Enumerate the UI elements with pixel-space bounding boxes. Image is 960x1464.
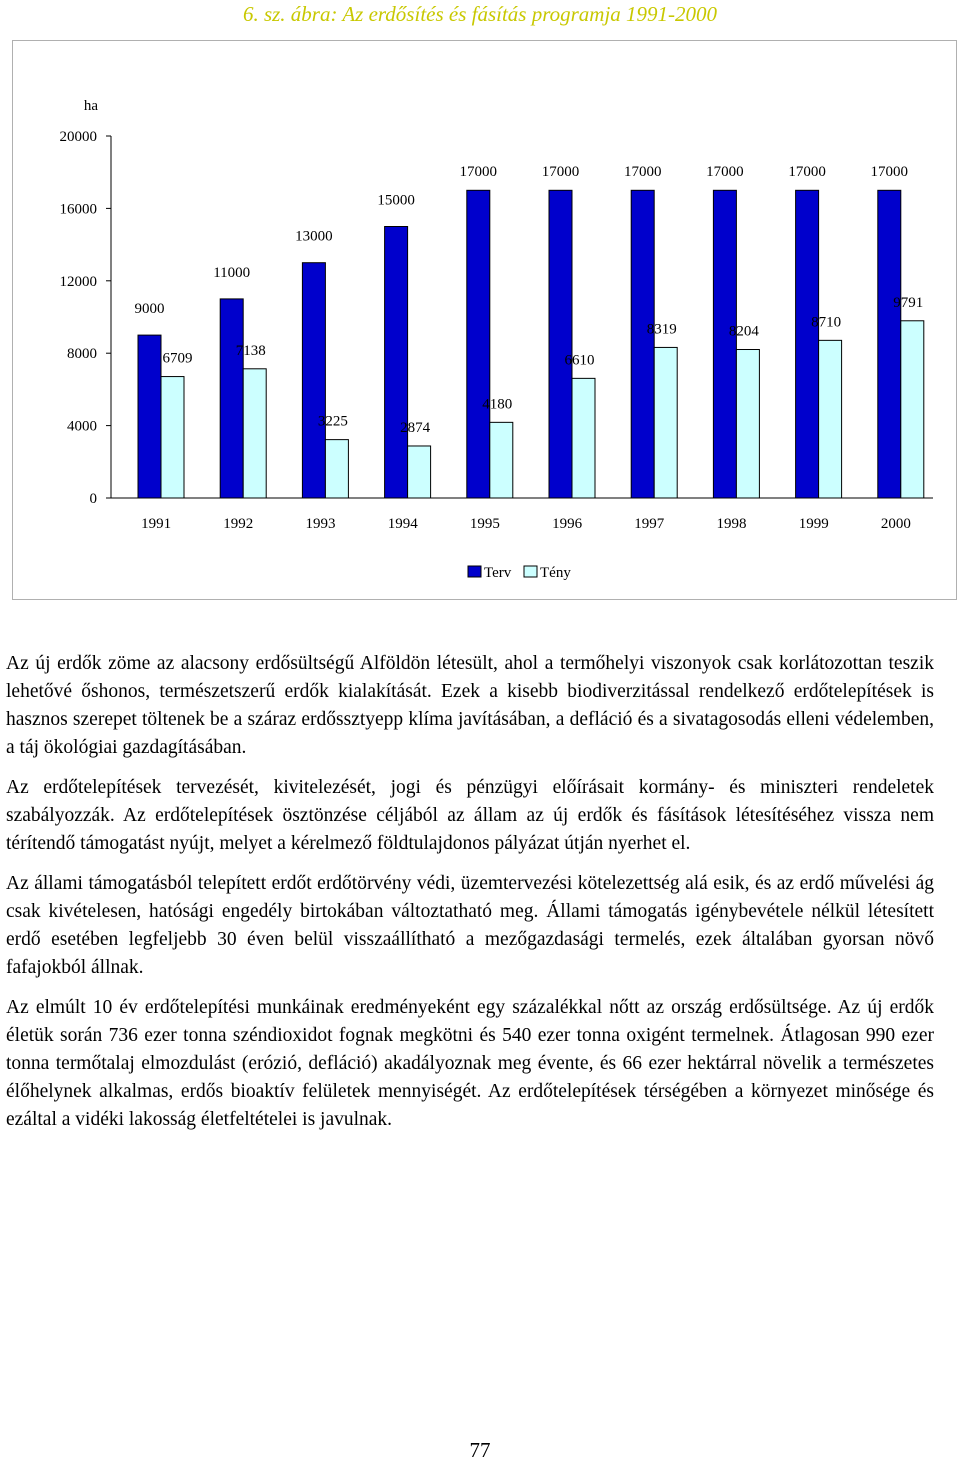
legend-label-terv: Terv (484, 565, 512, 581)
bar-terv (878, 190, 901, 498)
data-label-teny: 8319 (646, 321, 677, 338)
x-tick-label: 1994 (387, 516, 418, 532)
data-label-terv: 11000 (213, 264, 251, 281)
x-tick-label: 2000 (880, 516, 911, 532)
y-tick-label: 20000 (59, 129, 97, 145)
data-label-terv: 13000 (295, 228, 333, 245)
bar-teny (572, 378, 595, 498)
x-tick-label: 1992 (223, 516, 254, 532)
bar-teny (736, 350, 759, 498)
bar-terv (713, 190, 736, 498)
bar-terv (385, 227, 408, 499)
data-label-terv: 17000 (870, 164, 909, 180)
y-tick-label: 16000 (59, 201, 97, 218)
data-label-teny: 2874 (400, 419, 431, 436)
bar-teny (408, 446, 431, 498)
figure-number: 6. sz. (242, 2, 286, 26)
bar-teny (654, 347, 677, 498)
bar-teny (161, 377, 184, 498)
chart-frame (12, 40, 957, 600)
figure-word: ábra: (290, 2, 338, 26)
bar-teny (819, 340, 842, 498)
bar-chart (13, 41, 958, 601)
bar-terv (549, 190, 572, 498)
x-tick-label: 1993 (305, 516, 336, 532)
x-tick-label: 1996 (552, 516, 583, 532)
body-text (6, 650, 934, 1146)
bar-terv (467, 190, 490, 498)
bar-teny (901, 321, 924, 498)
data-label-teny: 7138 (235, 342, 266, 359)
data-label-teny: 9791 (893, 294, 924, 311)
data-label-terv: 17000 (541, 164, 580, 180)
legend-label-teny: Tény (540, 565, 571, 581)
x-tick-label: 1997 (634, 516, 665, 532)
x-tick-label: 1995 (469, 516, 500, 532)
bar-terv (302, 263, 325, 498)
paragraph-4: Az elmúlt 10 év erdőtelepítési munkáinak eredményeként egy százalékkal nőtt az ország erdősültsége. Az új erdők életük során 736 ezer tonna széndioxidot fognak megkötni és 540 ezer tonna oxigént termelnek. Átlagosan 990 ezer tonna termőtalaj elmozdulást (erózió, defláció) akadályoznak meg évente, és 66 ezer hektárral növelik a természetes élőhelynek alkalmas, erdős bioaktív felületek mennyiségét. Az erdőtelepítések térségében a környezet minősége és ezáltal a vidéki lakosság életfeltételei is javulnak. (6, 997, 934, 1130)
y-tick-label: 12000 (59, 273, 97, 290)
data-label-terv: 17000 (459, 164, 498, 180)
legend-swatch-terv (468, 566, 481, 577)
data-label-terv: 17000 (623, 164, 662, 180)
data-label-terv: 9000 (134, 301, 165, 318)
data-label-teny: 4180 (482, 396, 513, 413)
data-label-teny: 8204 (728, 323, 759, 340)
data-label-terv: 15000 (377, 192, 415, 209)
y-tick-label: 0 (89, 491, 97, 507)
x-tick-label: 1991 (141, 516, 172, 532)
bar-terv (220, 299, 243, 498)
figure-caption (0, 2, 960, 27)
y-tick-label: 8000 (67, 346, 97, 363)
bar-teny (243, 369, 266, 498)
page-number: 77 (469, 1438, 491, 1462)
x-tick-label: 1998 (716, 516, 747, 532)
x-tick-label: 1999 (798, 516, 829, 532)
paragraph-3: Az állami támogatásból telepített erdőt erdőtörvény védi, üzemtervezési kötelezettség alá esik, és az erdő művelési ág csak kivételesen, hatósági engedély birtokában változtatható meg. Állami támogatás igénybevétele nélkül létesített erdő esetében legfeljebb 30 éven belül visszaállítható a mezőgazdasági termelés, ezek általában gyorsan növő fafajokból állnak. (6, 873, 934, 978)
figure-title: Az erdősítés és fásítás programja 1991-2000 (342, 2, 718, 26)
bar-terv (631, 190, 654, 498)
y-axis-label: ha (83, 98, 99, 114)
bar-teny (490, 422, 513, 498)
data-label-teny: 6610 (564, 352, 595, 369)
bar-terv (138, 335, 161, 498)
paragraph-2: Az erdőtelepítések tervezését, kivitelezését, jogi és pénzügyi előírásait kormány- és miniszteri rendeletek szabályozzák. Az erdőtelepítések ösztönzése céljából az állam az új erdők és fásítások létesítéséhez vissza nem térítendő támogatást nyújt, melyet a kérelmező földtulajdonos pályázat útján nyerhet el. (6, 777, 934, 854)
data-label-teny: 3225 (317, 413, 348, 430)
data-label-terv: 17000 (788, 164, 826, 180)
bar-terv (796, 190, 819, 498)
data-label-teny: 8710 (811, 314, 842, 331)
data-label-terv: 17000 (706, 164, 744, 180)
paragraph-1: Az új erdők zöme az alacsony erdősültségű Alföldön létesült, ahol a termőhelyi viszonyok csak korlátozottan teszik lehetővé őshonos, természetszerű erdők kialakítását. Ezek a kisebb biodiverzitással rendelkező erdőtelepítések is hasznos szerepet töltenek be a száraz erdőssztyepp klíma javításában, a defláció és a sivatagosodás elleni védelemben, a táj ökológiai gazdagításában. (6, 653, 934, 758)
legend-swatch-teny (524, 566, 537, 577)
data-label-teny: 6709 (162, 350, 193, 367)
bar-teny (325, 440, 348, 498)
y-tick-label: 4000 (67, 418, 97, 435)
